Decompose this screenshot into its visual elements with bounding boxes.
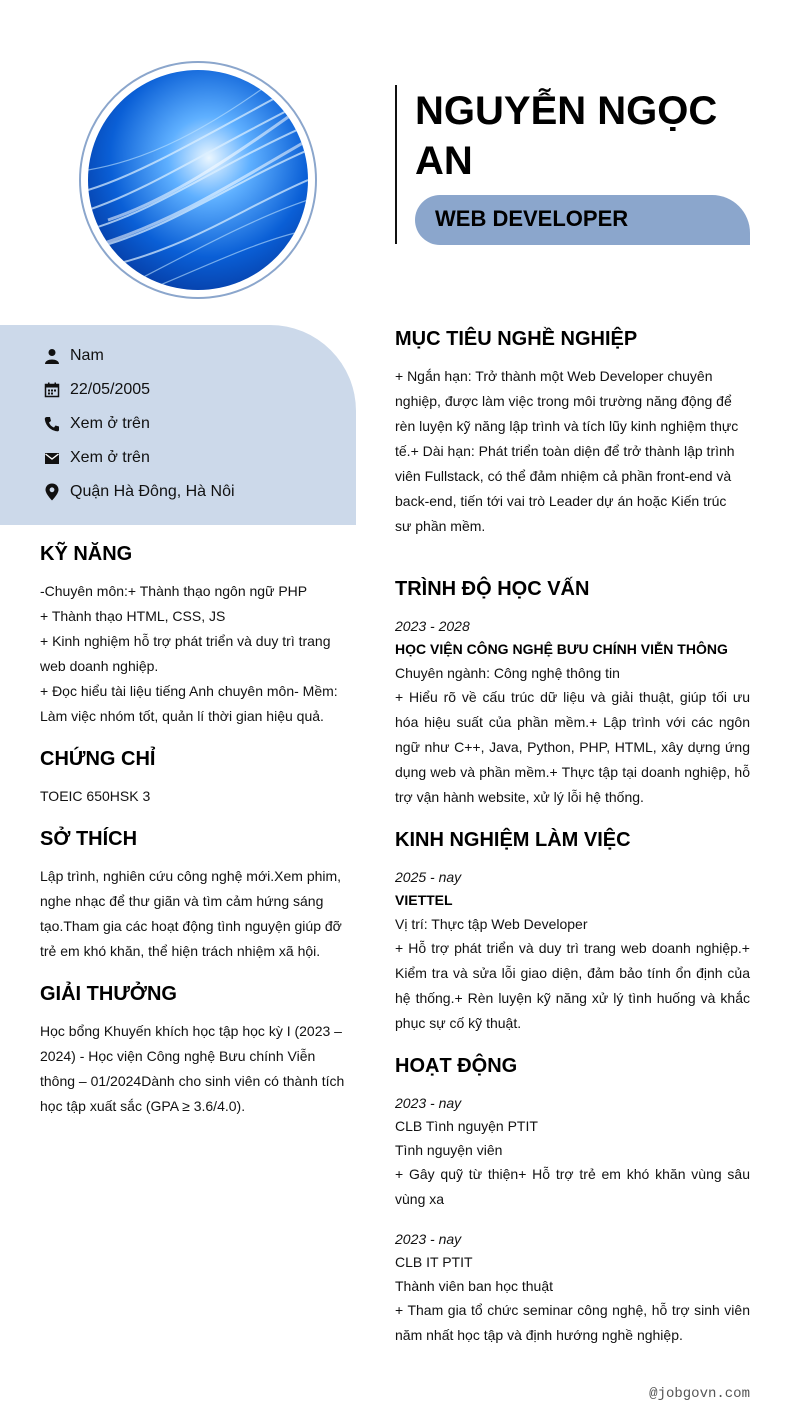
gender-value: Nam: [70, 347, 104, 364]
education-school: HỌC VIỆN CÔNG NGHỆ BƯU CHÍNH VIỄN THÔNG: [395, 641, 728, 657]
experience-company: VIETTEL: [395, 892, 453, 908]
location-icon: [42, 482, 62, 502]
experience-title: KINH NGHIỆM LÀM VIỆC: [395, 829, 631, 851]
skills-title: KỸ NĂNG: [40, 543, 133, 565]
experience-desc: + Hỗ trợ phát triển và duy trì trang web doanh nghiệp.+ Kiểm tra và sửa lỗi giao diện, đảm bảo tính ổn định của hệ thống.+ Rèn luyện kỹ năng xử lý tình huống và khắc phục sự cố kỹ thuật.: [395, 940, 750, 1031]
calendar-icon: [42, 380, 62, 400]
experience-position: Vị trí: Thực tập Web Developer: [395, 916, 588, 932]
objective-title: MỤC TIÊU NGHỀ NGHIỆP: [395, 328, 638, 350]
education-title: TRÌNH ĐỘ HỌC VẤN: [395, 578, 590, 600]
activity-date: 2023 - nay: [395, 1231, 462, 1247]
name-divider: [395, 85, 397, 244]
birthday-value: 22/05/2005: [70, 381, 151, 398]
email-value: Xem ở trên: [70, 449, 150, 466]
activity-role: Tình nguyện viên: [395, 1142, 503, 1158]
person-icon: [42, 346, 62, 366]
phone-row: [42, 413, 150, 435]
phone-icon: [42, 414, 62, 434]
skill-line: -Chuyên môn:+ Thành thạo ngôn ngữ PHP: [40, 583, 308, 599]
activity-date: 2023 - nay: [395, 1095, 462, 1111]
hobbies-title: SỞ THÍCH: [40, 828, 138, 850]
candidate-name: [415, 86, 755, 186]
certificates-text: TOEIC 650HSK 3: [40, 788, 151, 804]
skills-list: [40, 579, 340, 729]
email-row: [42, 447, 150, 469]
activity-org: CLB IT PTIT: [395, 1254, 473, 1270]
experience-date: 2025 - nay: [395, 869, 462, 885]
activities-title: HOẠT ĐỘNG: [395, 1055, 518, 1077]
name-line-1: NGUYỄN NGỌC: [415, 89, 718, 133]
awards-text: Học bổng Khuyến khích học tập học kỳ I (2023 – 2024) - Học viện Công nghệ Bưu chính Viễn thông – 01/2024Dành cho sinh viên có thành tích học tập xuất sắc (GPA ≥ 3.6/4.0).: [40, 1023, 345, 1114]
activity-org: CLB Tình nguyện PTIT: [395, 1118, 538, 1134]
education-desc: + Hiểu rõ về cấu trúc dữ liệu và giải thuật, giúp tối ưu hóa hiệu suất của phần mềm.+ Lập trình với các ngôn ngữ như C++, Java, Python, PHP, HTML, xây dựng ứng dụng web và phần mềm.+ Thực tập tại doanh nghiệp, hỗ trợ vận hành website, xử lý lỗi hệ thống.: [395, 689, 750, 805]
name-line-2: AN: [415, 139, 473, 183]
objective-text: + Ngắn hạn: Trở thành một Web Developer chuyên nghiệp, được làm việc trong môi trường năng động để rèn luyện kỹ năng lập trình và tích lũy kinh nghiệm thực tế.+ Dài hạn: Phát triển toàn diện để trở thành lập trình viên Fullstack, có thể đảm nhiệm cả phần front-end và back-end, tiến tới vai trò Leader dự án hoặc Kiến trúc sư phần mềm.: [395, 368, 739, 534]
activity-desc: + Tham gia tổ chức seminar công nghệ, hỗ trợ sinh viên năm nhất học tập và định hướng nghề nghiệp.: [395, 1302, 750, 1343]
job-title-badge: WEB DEVELOPER: [415, 195, 750, 245]
education-major: Chuyên ngành: Công nghệ thông tin: [395, 665, 620, 681]
birthday-row: [42, 379, 150, 401]
activity-desc: + Gây quỹ từ thiện+ Hỗ trợ trẻ em khó khăn vùng sâu vùng xa: [395, 1166, 750, 1207]
skill-line: + Đọc hiểu tài liệu tiếng Anh chuyên môn- Mềm: Làm việc nhóm tốt, quản lí thời gian hiệu quả.: [40, 683, 338, 724]
gender-row: [42, 345, 104, 367]
address-row: [42, 481, 235, 503]
email-icon: [42, 448, 62, 468]
activity-role: Thành viên ban học thuật: [395, 1278, 554, 1294]
phone-value: Xem ở trên: [70, 415, 150, 432]
hobbies-text: Lập trình, nghiên cứu công nghệ mới.Xem phim, nghe nhạc để thư giãn và tìm cảm hứng sáng tạo.Tham gia các hoạt động tình nguyện giúp đỡ trẻ em khó khăn, thể hiện trách nhiệm xã hội.: [40, 868, 342, 959]
skill-line: + Thành thạo HTML, CSS, JS: [40, 608, 226, 624]
footer-watermark: @jobgovn.com: [649, 1386, 750, 1402]
avatar: [88, 70, 308, 290]
education-date: 2023 - 2028: [395, 618, 470, 634]
certificates-title: CHỨNG CHỈ: [40, 748, 156, 770]
awards-title: GIẢI THƯỞNG: [40, 983, 177, 1005]
address-value: Quận Hà Đông, Hà Nôi: [70, 483, 235, 500]
skill-line: + Kinh nghiệm hỗ trợ phát triển và duy trì trang web doanh nghiệp.: [40, 633, 331, 674]
